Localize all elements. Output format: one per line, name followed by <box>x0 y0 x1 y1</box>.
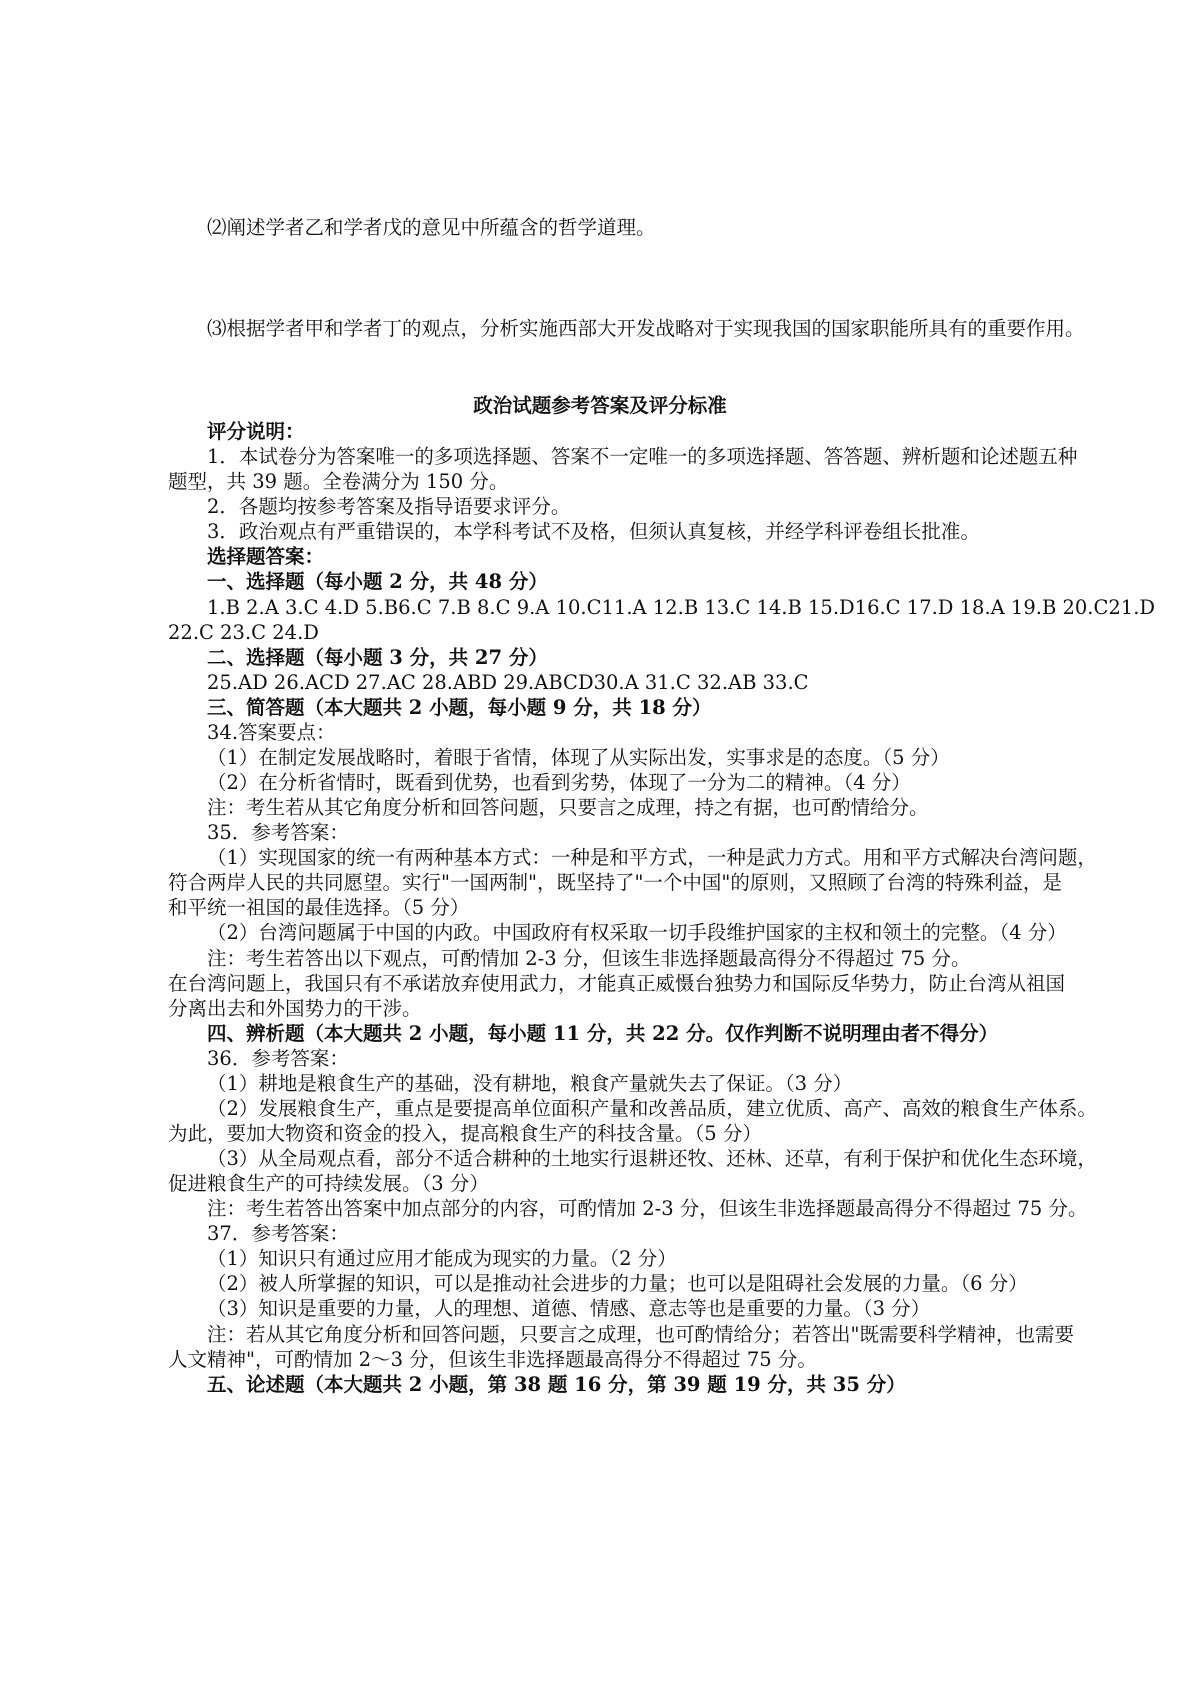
q34-point-2: （2）在分析省情时，既看到优势，也看到劣势，体现了一分为二的精神。（4 分） <box>207 771 911 794</box>
q35-note: 注：考生若答出以下观点，可酌情加 2-3 分，但该生非选择题最高得分不得超过 75 分。 <box>207 947 971 970</box>
scoring-item-1-cont: 题型，共 39 题。全卷满分为 150 分。 <box>168 470 509 493</box>
section-4-heading: 四、辨析题（本大题共 2 小题，每小题 11 分，共 22 分。仅作判断不说明理由者不得分） <box>207 1022 999 1045</box>
q36-point-2: （2）发展粮食生产，重点是要提高单位面积产量和改善品质，建立优质、高产、高效的粮食生产体系。 <box>207 1097 1097 1120</box>
q36-point-3: （3）从全局观点看，部分不适合耕种的土地实行退耕还牧、还林、还草，有利于保护和优化生态环境， <box>207 1147 1097 1170</box>
q36-point-3-cont: 促进粮食生产的可持续发展。（3 分） <box>168 1172 489 1195</box>
q35-heading: 35．参考答案： <box>207 821 349 844</box>
q35-extra: 在台湾问题上，我国只有不承诺放弃使用武力，才能真正威慑台独势力和国际反华势力，防止台湾从祖国 <box>168 972 1066 995</box>
section-1-answers-cont: 22.C 23.C 24.D <box>168 621 319 644</box>
q36-point-2-cont: 为此，要加大物资和资金的投入，提高粮食生产的科技含量。（5 分） <box>168 1122 762 1145</box>
section-2-answers: 25.AD 26.ACD 27.AC 28.ABD 29.ABCD30.A 31.C 32.AB 33.C <box>207 671 809 694</box>
q35-point-2: （2）台湾问题属于中国的内政。中国政府有权采取一切手段维护国家的主权和领土的完整。（4 分） <box>207 921 1067 944</box>
q37-point-3: （3）知识是重要的力量，人的理想、道德、情感、意志等也是重要的力量。（3 分） <box>207 1297 931 1320</box>
q35-point-1: （1）实现国家的统一有两种基本方式：一种是和平方式，一种是武力方式。用和平方式解决台湾问题， <box>207 846 1097 869</box>
q35-point-1-cont: 符合两岸人民的共同愿望。实行"一国两制"，既坚持了"一个中国"的原则，又照顾了台湾的特殊利益，是 <box>168 871 1062 894</box>
scoring-item-1: 1．本试卷分为答案唯一的多项选择题、答案不一定唯一的多项选择题、答答题、辨析题和论述题五种 <box>207 445 1078 468</box>
section-3-heading: 三、简答题（本大题共 2 小题，每小题 9 分，共 18 分） <box>207 696 712 719</box>
answer-title: 政治试题参考答案及评分标准 <box>473 394 727 417</box>
q35-extra-cont: 分离出去和外国势力的干涉。 <box>168 997 422 1020</box>
scoring-heading: 评分说明： <box>207 420 305 443</box>
question-2: ⑵阐述学者乙和学者戊的意见中所蕴含的哲学道理。 <box>207 216 656 239</box>
q34-note: 注：考生若从其它角度分析和回答问题，只要言之成理，持之有据，也可酌情给分。 <box>207 796 929 819</box>
q36-heading: 36．参考答案： <box>207 1047 349 1070</box>
q34-heading: 34.答案要点： <box>207 721 336 744</box>
question-3: ⑶根据学者甲和学者丁的观点，分析实施西部大开发战略对于实现我国的国家职能所具有的重要作用。 <box>207 317 1085 340</box>
section-1-heading: 一、选择题（每小题 2 分，共 48 分） <box>207 570 548 593</box>
scoring-item-2: 2．各题均按参考答案及指导语要求评分。 <box>207 495 571 518</box>
q36-point-1: （1）耕地是粮食生产的基础，没有耕地，粮食产量就失去了保证。（3 分） <box>207 1072 853 1095</box>
section-2-heading: 二、选择题（每小题 3 分，共 27 分） <box>207 646 548 669</box>
q37-note: 注：若从其它角度分析和回答问题，只要言之成理，也可酌情给分；若答出"既需要科学精神，也需要 <box>207 1323 1074 1346</box>
section-1-answers: 1.B 2.A 3.C 4.D 5.B6.C 7.B 8.C 9.A 10.C11.A 12.B 13.C 14.B 15.D16.C 17.D 18.A 19.B 20.C21.D <box>207 596 1156 619</box>
q35-point-1-cont2: 和平统一祖国的最佳选择。（5 分） <box>168 896 470 919</box>
q36-note: 注：考生若答出答案中加点部分的内容，可酌情加 2-3 分，但该生非选择题最高得分不得超过 75 分。 <box>207 1197 1088 1220</box>
q37-heading: 37．参考答案： <box>207 1222 349 1245</box>
scoring-item-3: 3．政治观点有严重错误的，本学科考试不及格，但须认真复核，并经学科评卷组长批准。 <box>207 520 980 543</box>
q37-point-1: （1）知识只有通过应用才能成为现实的力量。（2 分） <box>207 1247 677 1270</box>
choice-heading: 选择题答案： <box>207 545 325 568</box>
section-5-heading: 五、论述题（本大题共 2 小题，第 38 题 16 分，第 39 题 19 分，共 35 分） <box>207 1373 906 1396</box>
q34-point-1: （1）在制定发展战略时，着眼于省情，体现了从实际出发，实事求是的态度。（5 分） <box>207 746 950 769</box>
q37-note-cont: 人文精神"，可酌情加 2～3 分，但该生非选择题最高得分不得超过 75 分。 <box>168 1348 817 1371</box>
q37-point-2: （2）被人所掌握的知识，可以是推动社会进步的力量；也可以是阻碍社会发展的力量。（6 分） <box>207 1272 1028 1295</box>
